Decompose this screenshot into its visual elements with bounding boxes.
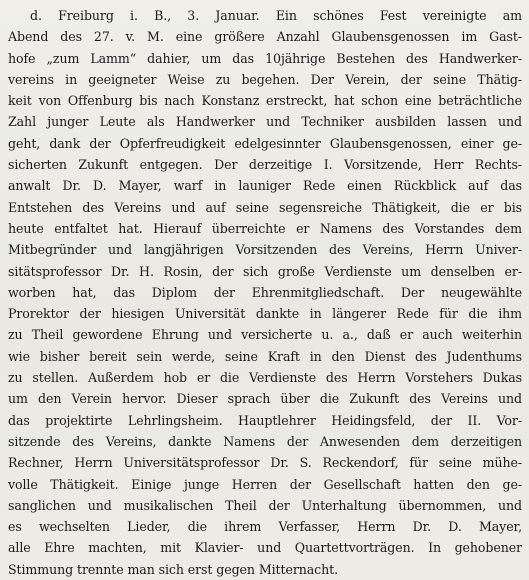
article-line: Rechner, Herrn Universitätsprofessor Dr. S. Reckendorf, für seine mühe-: [8, 455, 522, 471]
article-line: sitzende des Vereins, dankte Namens der Anwesenden dem derzeitigen: [8, 433, 522, 449]
article-line: d. Freiburg i. B., 3. Januar. Ein schönes Fest vereinigte am: [30, 8, 522, 23]
article-line: es wechselten Lieder, die ihrem Verfasser, Herrn Dr. D. Mayer,: [8, 519, 522, 535]
article-line: zu Theil gewordene Ehrung und versicherte u. a., daß er auch weiterhin: [8, 327, 522, 343]
article-line: wie bisher bereit sein werde, seine Kraft in den Dienst des Judenthums: [8, 348, 522, 364]
article-line: heute entfaltet hat. Hierauf überreichte er Namens des Vorstandes dem: [8, 220, 522, 236]
article-line: geht, dank der Opferfreudigkeit edelgesinnter Glaubensgenossen, einer ge-: [8, 135, 522, 151]
article-line: alle Ehre machten, mit Klavier- und Quartettvorträgen. In gehobener: [8, 540, 522, 556]
article-line: sicherten Zukunft entgegen. Der derzeitige I. Vorsitzende, Herr Rechts-: [8, 157, 522, 173]
article-line: vereins in geeigneter Weise zu begehen. Der Verein, der seine Thätig-: [8, 71, 522, 87]
article-line: anwalt Dr. D. Mayer, warf in launiger Rede einen Rückblick auf das: [8, 178, 522, 194]
article-line: um den Verein hervor. Dieser sprach über die Zukunft des Vereins und: [8, 391, 522, 407]
article-line: Mitbegründer und langjährigen Vorsitzenden des Vereins, Herrn Univer-: [8, 242, 522, 258]
article-line: keit von Offenburg bis nach Konstanz erstreckt, hat schon eine beträchtliche: [8, 93, 522, 109]
article-line: worben hat, das Diplom der Ehrenmitgliedschaft. Der neugewählte: [8, 284, 522, 300]
article-line: Zahl junger Leute als Handwerker und Techniker ausbilden lassen und: [8, 114, 522, 130]
article-line: hofe „zum Lamm“ dahier, um das 10jährige Bestehen des Handwerker-: [8, 50, 522, 66]
article-line: sanglichen und musikalischen Theil der Unterhaltung übernommen, und: [8, 497, 522, 513]
article-line: das projektirte Lehrlingsheim. Hauptlehrer Heidingsfeld, der II. Vor-: [8, 412, 522, 428]
article-line: volle Thätigkeit. Einige junge Herren der Gesellschaft hatten den ge-: [8, 476, 522, 492]
article-line: sitätsprofessor Dr. H. Rosin, der sich große Verdienste um denselben er-: [8, 263, 522, 279]
article-line: Entstehen des Vereins und auf seine segensreiche Thätigkeit, die er bis: [8, 199, 522, 215]
article-line: zu stellen. Außerdem hob er die Verdienste des Herrn Vorstehers Dukas: [8, 370, 522, 386]
article-line: Abend des 27. v. M. eine größere Anzahl Glaubensgenossen im Gast-: [8, 29, 522, 45]
news-article: [8, 5, 522, 580]
article-line: Prorektor der hiesigen Universität dankte in längerer Rede für die ihm: [8, 306, 522, 322]
article-line: Stimmung trennte man sich erst gegen Mitternacht.: [8, 561, 338, 577]
